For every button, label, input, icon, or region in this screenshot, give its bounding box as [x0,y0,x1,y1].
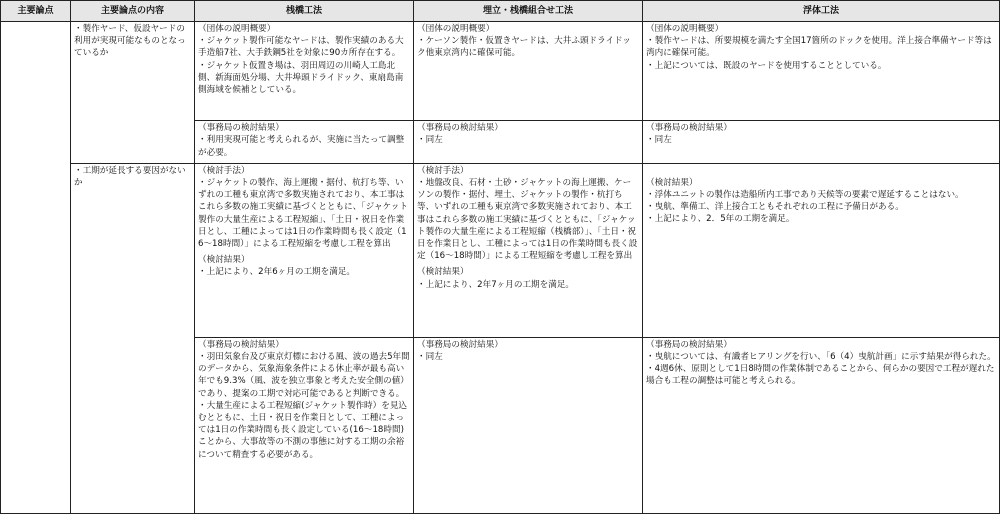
section-heading: （団体の説明概要） [646,24,724,34]
header-combo-method: 埋立・桟橋組合せ工法 [414,1,643,22]
point-content-schedule: ・工期が延長する要因がないか [71,163,195,513]
pier-explanation [195,22,414,121]
text-line: ・製作ヤードは、所要規模を満たす全国17箇所のドックを使用。洋上接合準備ヤード等は湾内に確保可能。 [646,36,992,59]
pier-schedule-review [195,337,414,513]
section-heading: （検討手法） [198,165,250,176]
pier-method-result [195,163,414,337]
text-line: ・ジャケット製作可能なヤードは、製作実績のある大手造船7社、大手鉄鋼5社を対象に90カ所存在する。 [198,36,404,59]
header-pier-method: 桟橋工法 [195,1,414,22]
float-schedule-review [643,337,1000,513]
section-heading: （検討手法） [417,165,469,176]
text-line: ・利用実現可能と考えられるが、実施に当たって調整が必要。 [198,135,405,158]
combo-schedule-review [414,337,643,513]
text-line: ・曳航、準備工、洋上接合工ともそれぞれの工程に予備日がある。 [646,202,904,213]
text-line: ・同左 [646,135,672,146]
section-heading: （事務局の検討結果） [646,123,732,134]
text-line: ・上記については、既設のヤードを使用することとしている。 [646,60,887,71]
text-line: ・ジャケットの製作、海上運搬・据付、杭打ち等、いずれの工種も東京湾で多数実施されており、本工事はこれら多数の施工実績に基づくとともに、「ジャケット製作の大量生産による工程短縮」、「土日・祝日を作業日とし、工種によっては1日の作業時間も長く設定（16～18時間）」による工程短縮を考慮し工程を算出 [198,177,408,249]
main-point-cell [1,22,71,514]
combo-method-result [414,163,643,337]
header-main-point: 主要論点 [1,1,71,22]
text-line: ・ケーソン製作・仮置きヤードは、大井ふ頭ドライドック他東京湾内に確保可能。 [417,36,631,59]
section-heading: （事務局の検討結果） [417,339,503,350]
section-heading: （事務局の検討結果） [417,123,503,134]
text-line: ・地盤改良、石材・土砂・ジャケットの海上運搬、ケーソンの製作・据付、埋土、ジャケットの製作・杭打ち等、いずれの工種も東京湾で多数実施されており、本工事はこれら多数の施工実績に基づくとともに、「ジャケット製作の大量生産による工程短縮（桟橋部）」、「土日・祝日を作業日とし、工種によっては1日の作業時間も長く設定（16～18時間）」による工程短縮を考慮し工程を算出 [417,177,638,262]
text-line: ・浮体ユニットの製作は造船所内工事であり天候等の要素で遅延することはない。 [646,189,964,200]
combo-secretariat-review [414,121,643,164]
text-line: ・ジャケット仮置き場は、羽田周辺の川崎人工島北側、新海面処分場、大井埠頭ドライドック、東扇島南側海域を候補としている。 [198,60,404,96]
section-heading: （検討結果） [417,267,469,278]
text-line: ・上記により、2．5年の工期を満足。 [646,214,795,225]
header-row [1,1,1000,22]
section-heading: （事務局の検討結果） [198,123,284,134]
text-line: ・羽田気象台及び東京灯標における風、波の過去5年間のデータから、気象海象条件による休止率が最も高い年でも9.3%（風、波を独立事象と考えた安全側の値）であり、提案の工期で対応可能であると判断できる。 [198,352,410,399]
text-line: ・同左 [417,352,443,363]
section-heading: （団体の説明概要） [417,24,495,34]
float-explanation [643,22,1000,121]
text-line: ・同左 [417,135,443,146]
section-heading: （団体の説明概要） [198,24,276,34]
section-heading: （事務局の検討結果） [646,339,732,350]
header-point-content: 主要論点の内容 [71,1,195,22]
section-heading: （検討結果） [646,177,698,188]
pier-secretariat-review [195,121,414,164]
text-line: ・上記により、2年7ヶ月の工期を満足。 [417,279,575,290]
point-content-yard: ・製作ヤード、仮設ヤードの利用が実現可能なものとなっているか [71,22,195,164]
combo-explanation [414,22,643,121]
section-heading: （事務局の検討結果） [198,339,284,350]
header-float-method: 浮体工法 [643,1,1000,22]
text-line: ・4週6休、原則として1日8時間の作業体制であることから、何らかの要因で工程が遅れた場合も工程の調整は可能と考えられる。 [646,364,995,387]
table-row [1,163,1000,337]
float-secretariat-review [643,121,1000,164]
float-method-result [643,163,1000,337]
text-line: ・曳航については、有識者ヒアリングを行い、「6（4）曳航計画」に示す結果が得られた。 [646,352,996,363]
section-heading: （検討結果） [198,255,250,266]
text-line: ・上記により、2年6ヶ月の工期を満足。 [198,267,356,278]
table-row [1,22,1000,121]
text-line: ・大量生産による工程短縮(ジャケット製作時）を見込むとともに、土日・祝日を作業日として、工種によっては1日の作業時間も長く設定している(16～18時間)ことから、大事故等の不測の事態に対する工期の余裕について精査する必要がある。 [198,400,408,460]
